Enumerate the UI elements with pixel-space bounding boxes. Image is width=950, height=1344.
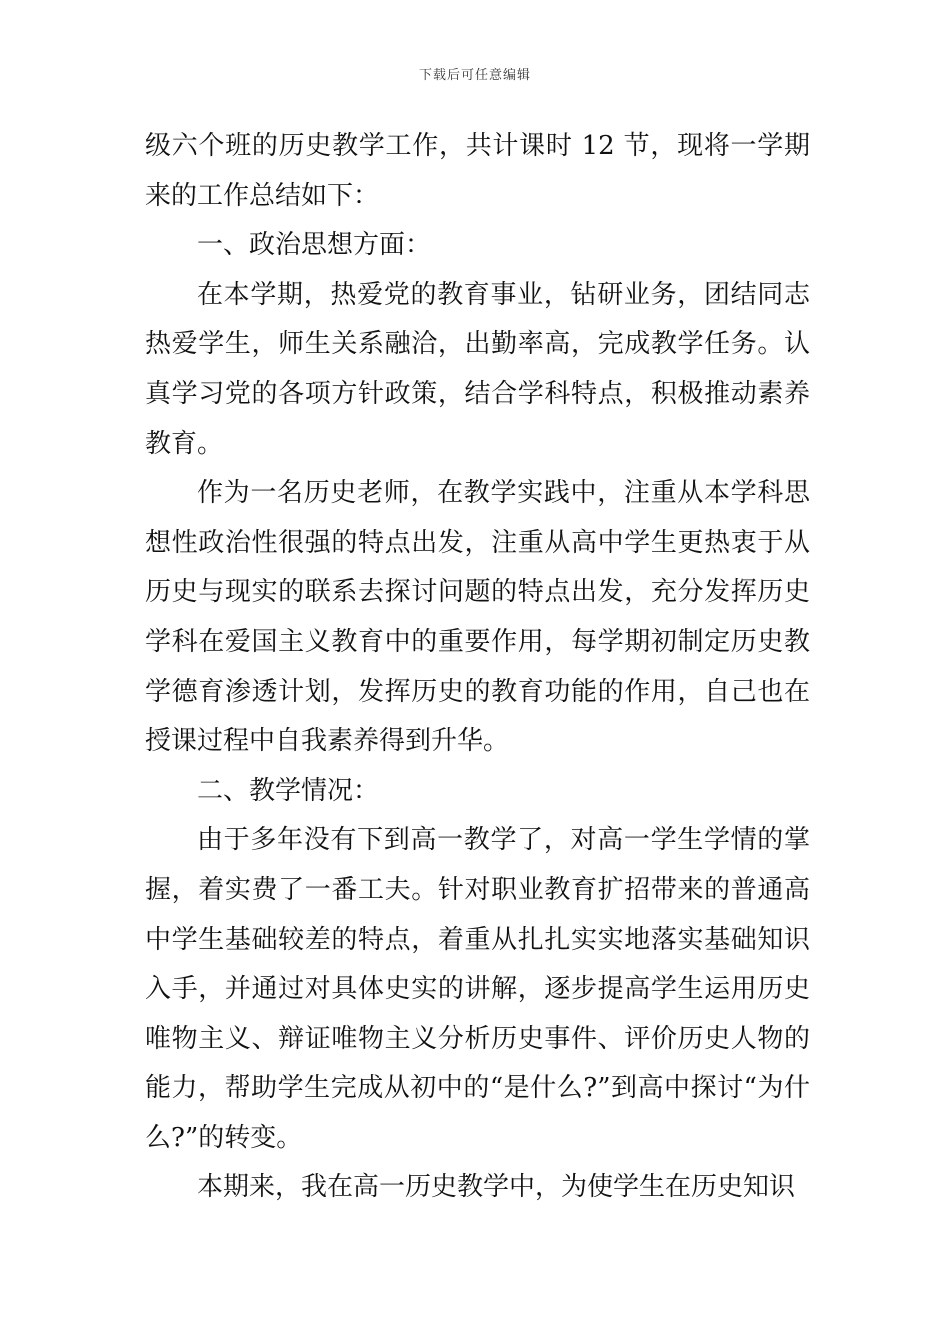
paragraph-teaching-1: 由于多年没有下到高一教学了，对高一学生学情的掌握，着实费了一番工夫。针对职业教育扩招带来的普通高中学生基础较差的特点，着重从扎扎实实地落实基础知识入手，并通过对具体史实的讲解，逐步提高学生运用历史唯物主义、辩证唯物主义分析历史事件、评价历史人物的能力，帮助学生完成从初中的“是什么?”到高中探讨“为什么?”的转变。: [145, 825, 810, 1153]
page-header: 下载后可任意编辑: [418, 68, 531, 83]
document-body: [145, 122, 810, 1213]
section-heading-political: 一、政治思想方面：: [197, 230, 432, 261]
section-heading-teaching: 二、教学情况：: [197, 775, 380, 806]
paragraph-teaching-2: 本期来，我在高一历史教学中，为使学生在历史知识: [197, 1172, 796, 1203]
paragraph-political-1: 在本学期，热爱党的教育事业，钻研业务，团结同志热爱学生，师生关系融洽，出勤率高，完成教学任务。认真学习党的各项方针政策，结合学科特点，积极推动素养教育。: [145, 279, 810, 459]
paragraph-intro: 级六个班的历史教学工作，共计课时 12 节，现将一学期来的工作总结如下：: [145, 131, 810, 211]
paragraph-political-2: 作为一名历史老师，在教学实践中，注重从本学科思想性政治性很强的特点出发，注重从高中学生更热衷于从历史与现实的联系去探讨问题的特点出发，充分发挥历史学科在爱国主义教育中的重要作用，每学期初制定历史教学德育渗透计划，发挥历史的教育功能的作用，自己也在授课过程中自我素养得到升华。: [145, 478, 810, 757]
